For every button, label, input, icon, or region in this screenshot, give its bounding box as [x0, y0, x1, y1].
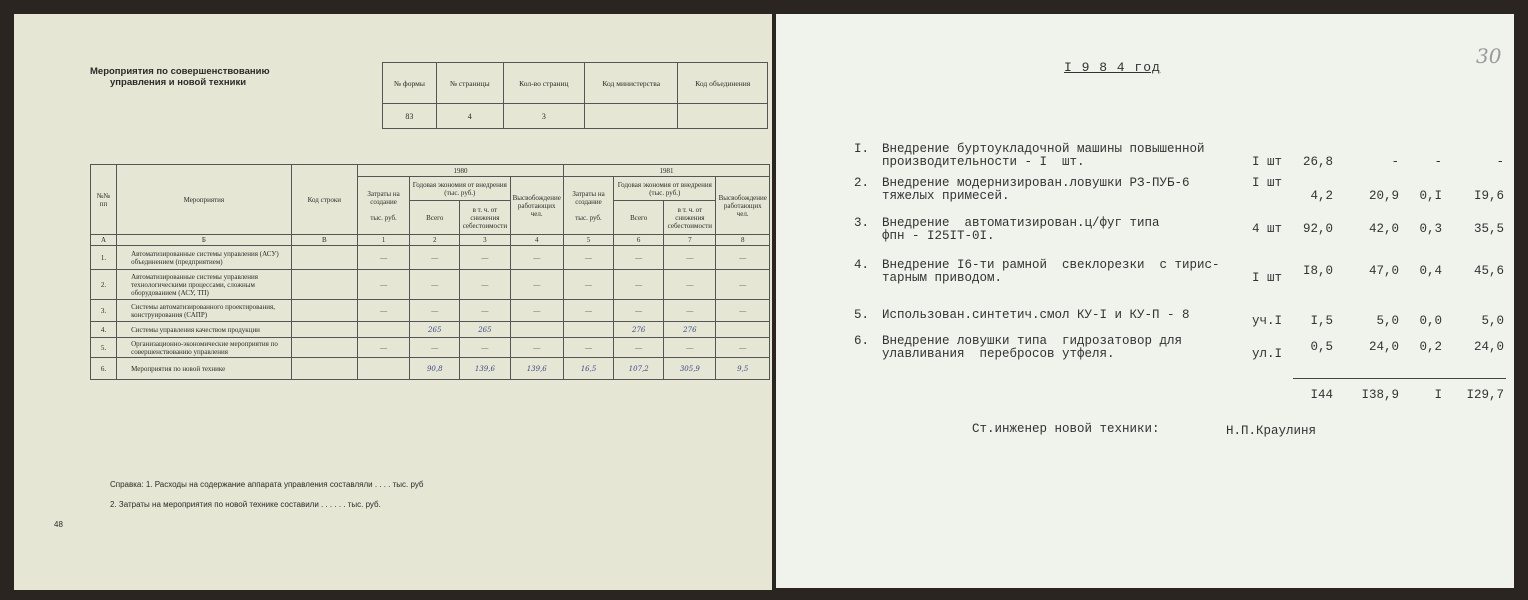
row-code — [291, 246, 357, 270]
item-value-v1: 0,5 — [1310, 340, 1333, 354]
item-text-line2: улавливания перебросов утфеля. — [882, 347, 1115, 361]
row-cell: — — [614, 270, 664, 300]
row-cell: 265 — [410, 322, 460, 338]
row-code — [291, 338, 357, 358]
item-unit: 4 шт — [1252, 222, 1283, 236]
head-total-1: Всего — [410, 201, 460, 235]
head-costs-2-text: Затраты на создание — [572, 189, 605, 206]
form-val-3 — [584, 104, 678, 129]
form-head-4: Код объединения — [678, 63, 768, 104]
item-text-line1: Внедрение модернизирован.ловушки РЗ-ПУБ-6 — [882, 176, 1190, 190]
row-cell: — — [410, 300, 460, 322]
row-cell: — — [410, 246, 460, 270]
head-costs-2-unit: тыс. руб. — [575, 213, 602, 222]
row-cell: 276 — [664, 322, 716, 338]
year-title: I 9 8 4 год — [1064, 60, 1161, 75]
row-cell: — — [357, 300, 409, 322]
row-cell: — — [716, 270, 770, 300]
letter-9: 7 — [664, 235, 716, 246]
item-num: I. — [854, 142, 870, 156]
signature-name: Н.П.Краулиня — [1226, 424, 1317, 438]
table-body — [91, 246, 770, 380]
item-num: 3. — [854, 216, 870, 230]
item-value-v3: 0,3 — [1419, 222, 1442, 236]
head-measures: Мероприятия — [117, 165, 292, 235]
totals-line — [1293, 378, 1506, 379]
table-row — [91, 270, 770, 300]
row-label: Автоматизированные системы управления технологическими процессами, сложным оборудованием (АСУ, ТП) — [117, 270, 292, 300]
row-code — [291, 270, 357, 300]
head-total-2: Всего — [614, 201, 664, 235]
total-v1: I44 — [1310, 388, 1333, 402]
letters-row — [91, 235, 770, 246]
row-cell: — — [664, 300, 716, 322]
letter-3: 1 — [357, 235, 409, 246]
item-value-v3: 0,4 — [1419, 264, 1442, 278]
row-cell: — — [716, 300, 770, 322]
item-value-v3: - — [1434, 155, 1442, 169]
row-cell: — — [716, 338, 770, 358]
row-num: 5. — [91, 338, 117, 358]
item-num: 5. — [854, 308, 870, 322]
item-text-line2: фпн - I25IТ-0I. — [882, 229, 995, 243]
head-costs-2 — [563, 177, 613, 235]
letter-7: 5 — [563, 235, 613, 246]
item-value-v2: - — [1391, 155, 1399, 169]
row-cell: — — [614, 338, 664, 358]
head-incl-1: в т. ч. от снижения себестоимости — [460, 201, 510, 235]
row-cell: — — [510, 246, 563, 270]
item-unit: уч.I — [1252, 314, 1283, 328]
row-cell — [357, 322, 409, 338]
row-cell: 276 — [614, 322, 664, 338]
row-cell: 9,5 — [716, 358, 770, 380]
form-val-4 — [678, 104, 768, 129]
row-cell: 305,9 — [664, 358, 716, 380]
row-label: Мероприятия по новой технике — [117, 358, 292, 380]
row-num: 6. — [91, 358, 117, 380]
item-value-v2: 42,0 — [1368, 222, 1399, 236]
head-savings-1: Годовая экономия от внедрения (тыс. руб.) — [410, 177, 510, 201]
row-code — [291, 300, 357, 322]
letter-2: В — [291, 235, 357, 246]
item-num: 4. — [854, 258, 870, 272]
row-cell — [357, 358, 409, 380]
item-value-v2: 5,0 — [1376, 314, 1399, 328]
row-cell: — — [716, 246, 770, 270]
item-num: 6. — [854, 334, 870, 348]
row-cell: — — [563, 300, 613, 322]
row-label: Организационно-экономические мероприятия по совершенствованию управления — [117, 338, 292, 358]
measures-table — [90, 164, 770, 380]
row-cell: 139,6 — [510, 358, 563, 380]
row-cell: — — [510, 270, 563, 300]
item-unit: I шт — [1252, 176, 1283, 190]
left-page — [14, 14, 772, 590]
row-cell: — — [563, 246, 613, 270]
row-label: Системы управления качеством продукции — [117, 322, 292, 338]
page-number: 48 — [54, 520, 63, 529]
row-label: Автоматизированные системы управления (АСУ) объединением (предприятием) — [117, 246, 292, 270]
row-cell: — — [664, 246, 716, 270]
total-v3: I — [1434, 388, 1442, 402]
form-title — [90, 66, 270, 88]
item-value-v3: 0,I — [1419, 189, 1442, 203]
letter-8: 6 — [614, 235, 664, 246]
item-unit: ул.I — [1252, 347, 1283, 361]
head-year-1981: 1981 — [563, 165, 769, 177]
item-text-line1: Использован.синтетич.смол КУ-I и КУ-П - 8 — [882, 308, 1190, 322]
item-unit: I шт — [1252, 271, 1283, 285]
item-value-v1: I8,0 — [1302, 264, 1333, 278]
item-value-v4: 24,0 — [1473, 340, 1504, 354]
item-value-v2: 24,0 — [1368, 340, 1399, 354]
head-incl-2: в т. ч. от снижения себестоимости — [664, 201, 716, 235]
form-info-table — [382, 62, 768, 129]
item-text-line1: Внедрение I6-ти рамной свеклорезки с тирис- — [882, 258, 1220, 272]
item-text-line1: Внедрение буртоукладочной машины повышенной — [882, 142, 1205, 156]
item-value-v1: 92,0 — [1302, 222, 1333, 236]
item-text-line1: Внедрение автоматизирован.ц/фуг типа — [882, 216, 1160, 230]
head-costs-1 — [357, 177, 409, 235]
row-cell: — — [563, 338, 613, 358]
letter-10: 8 — [716, 235, 770, 246]
row-cell: — — [410, 338, 460, 358]
item-value-v4: 35,5 — [1473, 222, 1504, 236]
item-value-v1: 26,8 — [1302, 155, 1333, 169]
title-line-2: управления и новой техники — [110, 77, 247, 88]
form-head-1: № страницы — [436, 63, 503, 104]
row-cell: — — [510, 338, 563, 358]
letter-4: 2 — [410, 235, 460, 246]
row-cell — [563, 322, 613, 338]
row-cell: — — [460, 270, 510, 300]
row-code — [291, 322, 357, 338]
row-cell: — — [410, 270, 460, 300]
table-row — [91, 338, 770, 358]
head-code: Код строки — [291, 165, 357, 235]
table-row — [91, 358, 770, 380]
row-cell: — — [357, 338, 409, 358]
letter-5: 3 — [460, 235, 510, 246]
row-cell: — — [460, 338, 510, 358]
head-costs-1-unit: тыс. руб. — [370, 213, 397, 222]
right-page — [776, 14, 1514, 588]
letter-6: 4 — [510, 235, 563, 246]
item-value-v4: 5,0 — [1481, 314, 1504, 328]
table-row — [91, 322, 770, 338]
row-cell — [716, 322, 770, 338]
row-cell: 16,5 — [563, 358, 613, 380]
head-released-2: Высвобождение работающих чел. — [716, 177, 770, 235]
item-unit: I шт — [1252, 155, 1283, 169]
row-cell: — — [614, 300, 664, 322]
row-cell: — — [357, 270, 409, 300]
title-line-1: Мероприятия по совершенствованию — [90, 66, 270, 77]
item-text-line2: производительности - I шт. — [882, 155, 1085, 169]
total-v2: I38,9 — [1361, 388, 1399, 402]
item-value-v3: 0,0 — [1419, 314, 1442, 328]
head-costs-1-text: Затраты на создание — [367, 189, 400, 206]
item-value-v4: I9,6 — [1473, 189, 1504, 203]
head-year-1980: 1980 — [357, 165, 563, 177]
item-text-line2: тарным приводом. — [882, 271, 1003, 285]
row-cell: 90,8 — [410, 358, 460, 380]
row-cell: — — [563, 270, 613, 300]
row-cell: — — [460, 246, 510, 270]
row-cell: — — [664, 338, 716, 358]
row-label: Системы автоматизированного проектирования, конструирования (САПР) — [117, 300, 292, 322]
form-head-0: № формы — [383, 63, 437, 104]
head-num: №№ пп — [91, 165, 117, 235]
head-released-1: Высвобождение работающих чел. — [510, 177, 563, 235]
row-num: 1. — [91, 246, 117, 270]
total-v4: I29,7 — [1466, 388, 1504, 402]
letter-0: А — [91, 235, 117, 246]
form-head-3: Код министерства — [584, 63, 678, 104]
item-value-v1: 4,2 — [1310, 189, 1333, 203]
row-code — [291, 358, 357, 380]
form-val-1: 4 — [436, 104, 503, 129]
item-value-v4: 45,6 — [1473, 264, 1504, 278]
item-value-v2: 47,0 — [1368, 264, 1399, 278]
letter-1: Б — [117, 235, 292, 246]
form-val-0: 83 — [383, 104, 437, 129]
item-value-v2: 20,9 — [1368, 189, 1399, 203]
item-num: 2. — [854, 176, 870, 190]
row-num: 3. — [91, 300, 117, 322]
signature-title: Ст.инженер новой техники: — [972, 422, 1160, 436]
item-text-line2: тяжелых примесей. — [882, 189, 1010, 203]
row-cell: — — [357, 246, 409, 270]
note-1: Справка: 1. Расходы на содержание аппарата управления составляли . . . . тыс. руб — [110, 480, 424, 489]
item-value-v1: I,5 — [1310, 314, 1333, 328]
row-cell — [510, 322, 563, 338]
row-cell: — — [664, 270, 716, 300]
page-mark: 30 — [1476, 44, 1502, 68]
row-cell: 107,2 — [614, 358, 664, 380]
form-val-2: 3 — [503, 104, 584, 129]
note-2: 2. Затраты на мероприятия по новой технике составили . . . . . . тыс. руб. — [110, 500, 381, 509]
item-text-line1: Внедрение ловушки типа гидрозатовор для — [882, 334, 1183, 348]
item-value-v4: - — [1496, 155, 1504, 169]
form-head-2: Кол-во страниц — [503, 63, 584, 104]
row-cell: 265 — [460, 322, 510, 338]
table-row — [91, 300, 770, 322]
row-cell: — — [460, 300, 510, 322]
row-cell: 139,6 — [460, 358, 510, 380]
row-num: 2. — [91, 270, 117, 300]
table-row — [91, 246, 770, 270]
item-value-v3: 0,2 — [1419, 340, 1442, 354]
row-cell: — — [510, 300, 563, 322]
head-savings-2: Годовая экономия от внедрения (тыс. руб.) — [614, 177, 716, 201]
row-num: 4. — [91, 322, 117, 338]
row-cell: — — [614, 246, 664, 270]
